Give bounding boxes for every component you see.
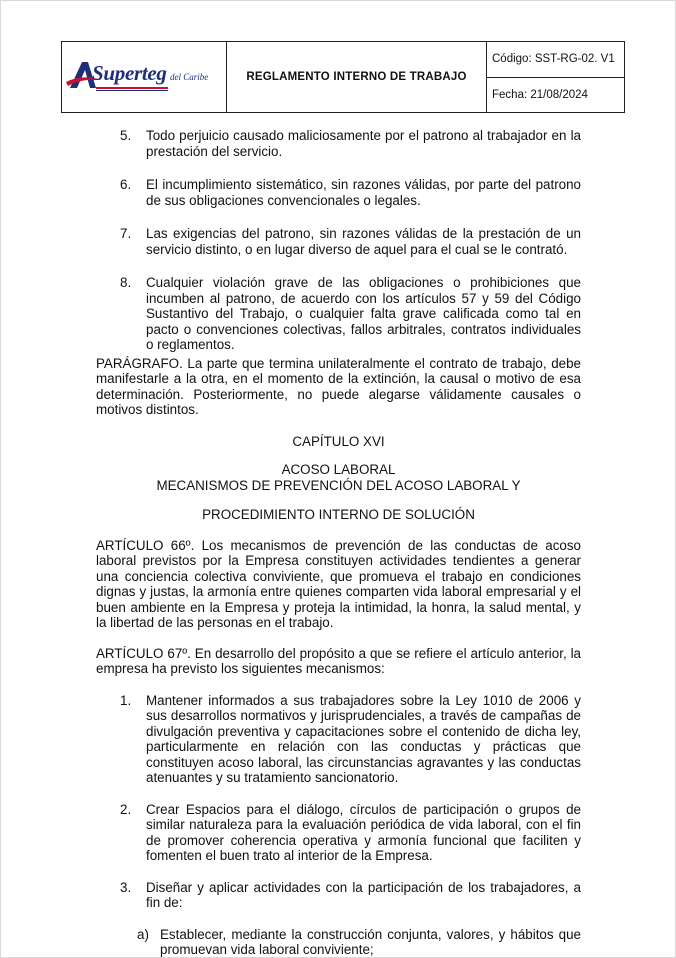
logo-underline-secondary (96, 90, 168, 91)
list-text: El incumplimiento sistemático, sin razones válidas, por parte del patrono de sus obligaciones convencionales o legales. (146, 177, 581, 208)
document-header (61, 41, 625, 113)
sub-list-item (96, 927, 581, 958)
article-66: ARTÍCULO 66º. Los mecanismos de prevención de las conductas de acoso laboral previstos por la Empresa constituyen actividades tendientes a generar una conciencia colectiva conviviente, que promueva el trabajo en condiciones dignas y justas, la armonía entre quienes comparten vida laboral empresarial y el buen ambiente en la Empresa y proteja la intimidad, la honra, la salud mental, y la libertad de las personas en el trabajo. (96, 537, 581, 630)
company-logo (66, 58, 224, 94)
document-code: Código: SST-RG-02. V1 (487, 42, 624, 78)
list-item (96, 226, 581, 257)
sub-list-letter: a) (137, 926, 149, 942)
list-number: 7. (120, 226, 132, 241)
list-text: Cualquier violación grave de las obligaciones o prohibiciones que incumben al patrono, de acuerdo con los artículos 57 y 59 del Código Sustantivo del Trabajo, o cualquier falta grave calificada como tal en pacto o convenciones colectivas, fallos arbitrales, contratos individuales o reglamentos. (146, 275, 581, 352)
logo-subtext: del Caribe (170, 72, 209, 82)
document-title: REGLAMENTO INTERNO DE TRABAJO (227, 42, 487, 112)
list-item (96, 177, 581, 208)
chapter-title: CAPÍTULO XVI (292, 433, 385, 449)
list-number: 1. (120, 692, 132, 708)
chapter-subtitle: ACOSO LABORAL (281, 462, 396, 477)
chapter-subtitle: PROCEDIMIENTO INTERNO DE SOLUCIÓN (202, 507, 475, 522)
list-text: Crear Espacios para el diálogo, círculos de participación o grupos de similar naturaleza para la evaluación periódica de vida laboral, con el fin de promover coherencia operativa y armonía funcional que faciliten y fomenten el buen trato al interior de la Empresa. (146, 801, 581, 863)
chapter-subtitle: MECANISMOS DE PREVENCIÓN DEL ACOSO LABORAL Y (156, 477, 521, 493)
logo-cell (62, 42, 227, 112)
list-number: 8. (120, 275, 132, 290)
sub-list-text: Establecer, mediante la construcción conjunta, valores, y hábitos que promuevan vida laboral conviviente; (160, 926, 581, 957)
document-meta (487, 42, 624, 112)
list-text: Las exigencias del patrono, sin razones válidas de la prestación de un servicio distinto, o en lugar diverso de aquel para el cual se le contrató. (146, 226, 581, 257)
logo-underline (96, 87, 168, 89)
list-number: 2. (120, 801, 132, 817)
list-number: 3. (120, 879, 132, 895)
list-item (96, 693, 581, 786)
list-item (96, 802, 581, 864)
list-number: 6. (120, 177, 132, 192)
logo-wordmark: Superteg (92, 61, 167, 85)
list-text: Diseñar y aplicar actividades con la participación de los trabajadores, a fin de: (146, 879, 581, 910)
document-date: Fecha: 21/08/2024 (492, 88, 588, 101)
article-67: ARTÍCULO 67º. En desarrollo del propósito a que se refiere el artículo anterior, la empresa ha previsto los siguientes mecanismos: (96, 645, 581, 676)
paragrafo: PARÁGRAFO. La parte que termina unilateralmente el contrato de trabajo, debe manifestarle a la otra, en el momento de la extinción, la causal o motivo de esa determinación. Posteriormente, no puede alegarse válidamente causales o motivos distintos. (96, 355, 581, 417)
list-text: Mantener informados a sus trabajadores sobre la Ley 1010 de 2006 y sus desarrollos normativos y jurisprudenciales, a través de campañas de divulgación preventiva y capacitaciones sobre el contenido de dicha ley, particularmente en relación con las conductas y prácticas que constituyen acoso laboral, las circunstancias agravantes y las conductas atenuantes y su tratamiento sancionatorio. (146, 692, 581, 785)
document-body (96, 128, 581, 958)
list-number: 5. (120, 128, 132, 143)
list-item (96, 275, 581, 353)
list-item (96, 128, 581, 159)
list-item (96, 880, 581, 911)
list-text: Todo perjuicio causado maliciosamente por el patrono al trabajador en la prestación del servicio. (146, 128, 581, 159)
